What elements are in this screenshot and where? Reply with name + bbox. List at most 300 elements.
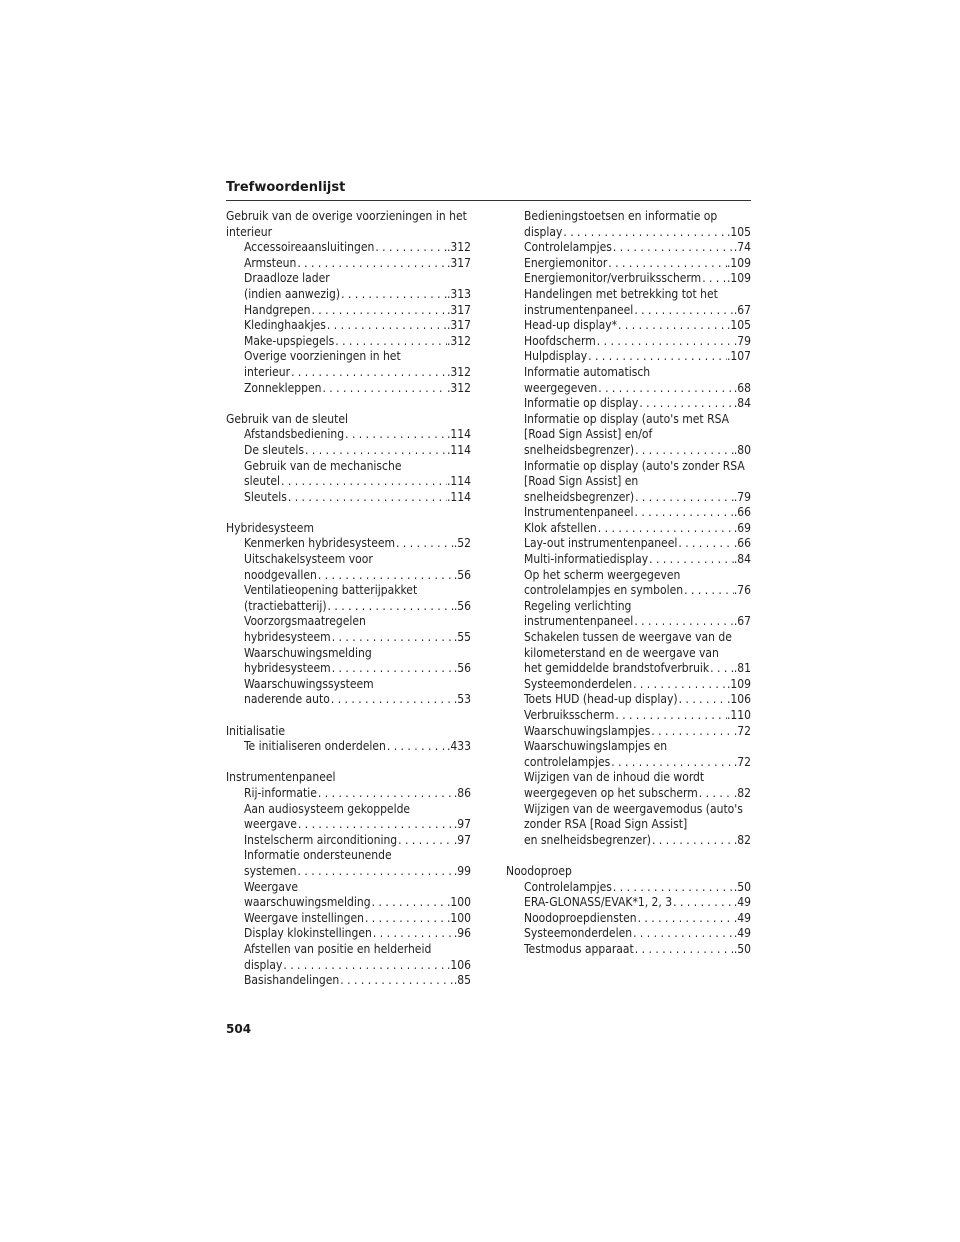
index-entry-line [244, 911, 471, 927]
index-entry-label: naderende auto [244, 692, 330, 707]
index-entry [506, 412, 751, 459]
dot-leader [587, 349, 727, 365]
index-entry-line [524, 521, 751, 537]
index-entry-page: .114 [446, 489, 471, 504]
index-entry [226, 833, 471, 849]
index-entry-line [524, 880, 751, 896]
index-entry [506, 739, 751, 770]
index-entry-label: Toets HUD (head-up display) [524, 692, 678, 707]
dot-leader [651, 833, 734, 849]
index-entry-page: .433 [446, 739, 471, 754]
dot-leader [638, 396, 734, 412]
index-entry-label: Zonnekleppen [244, 380, 322, 395]
dot-leader [709, 661, 734, 677]
index-entry-line [524, 505, 751, 521]
index-entry-heading: Uitschakelsysteem voor [244, 552, 373, 567]
index-entry-heading: Waarschuwingsmelding [244, 645, 372, 660]
index-entry-line [524, 349, 751, 365]
index-entry-label: Instelscherm airconditioning [244, 832, 398, 847]
index-entry-line [244, 973, 471, 989]
index-entry-label: Hulpdisplay [524, 349, 588, 364]
index-entry-label: Sleutels [244, 489, 287, 504]
index-entry-page: .114 [446, 442, 471, 457]
index-entry-label: interieur [244, 364, 291, 379]
index-entry-heading: Waarschuwingssysteem [244, 676, 374, 691]
index-entry [506, 505, 751, 521]
dot-leader [340, 287, 447, 303]
index-entry-page: .86 [453, 785, 471, 800]
index-group-title: Initialisatie [226, 723, 285, 738]
index-entry-page: .55 [453, 630, 471, 645]
index-entry [506, 334, 751, 350]
index-entry-page: .50 [733, 879, 751, 894]
index-entry-line [244, 474, 471, 490]
index-entry-line [244, 568, 471, 584]
index-entry-page: .110 [726, 708, 751, 722]
index-entry-page: .313 [446, 286, 471, 301]
index-entry-line [244, 303, 471, 319]
index-entry-label: Instrumentenpaneel [524, 505, 634, 520]
index-entry-label: Energiemonitor [524, 255, 608, 270]
dot-leader [634, 942, 734, 958]
dot-leader [321, 381, 447, 397]
index-entry-line [524, 833, 751, 849]
index-entry-line [244, 661, 471, 677]
index-entry-label: Hoofdscherm [524, 333, 596, 348]
index-entry-page: .312 [446, 333, 471, 348]
index-entry-line [524, 895, 751, 911]
index-entry [226, 583, 471, 614]
index-entry-label: instrumentenpaneel [524, 614, 634, 629]
index-entry [506, 349, 751, 365]
index-entry-page: .82 [733, 832, 751, 847]
index-entry-label: Lay-out instrumentenpaneel [524, 536, 678, 551]
index-entry-page: .81 [733, 661, 751, 676]
dot-leader [677, 536, 733, 552]
index-entry [226, 271, 471, 302]
index-entry-heading: Informatie automatisch [524, 364, 651, 379]
index-entry [506, 770, 751, 801]
index-entry-page: .109 [726, 255, 751, 270]
dot-leader [698, 786, 734, 802]
index-entry [506, 396, 751, 412]
index-entry-line [524, 661, 751, 677]
index-entry-line [244, 381, 471, 397]
index-entry [506, 599, 751, 630]
dot-leader [371, 895, 447, 911]
index-entry [506, 271, 751, 287]
index-entry-label: Rij-informatie [244, 785, 317, 800]
index-entry-line [244, 692, 471, 708]
index-entry [506, 536, 751, 552]
page-title: Trefwoordenlijst [226, 180, 346, 195]
index-entry-line [244, 833, 471, 849]
index-entry-line [244, 926, 471, 942]
dot-leader [612, 880, 734, 896]
dot-leader [304, 443, 447, 459]
index-entry-label: Waarschuwingslampjes [524, 723, 651, 738]
index-entry-line [244, 334, 471, 350]
dot-leader [317, 786, 454, 802]
index-entry-label: Noodoproepdiensten [524, 910, 637, 925]
index-entry-page: .105 [726, 318, 751, 333]
index-entry-label: Kenmerken hybridesysteem [244, 536, 396, 551]
index-entry-heading: Handelingen met betrekking tot het [524, 286, 718, 301]
index-entry [226, 303, 471, 319]
index-entry-heading: Schakelen tussen de weergave van de kilometerstand en de weergave van [524, 630, 732, 660]
index-entry-line [244, 786, 471, 802]
dot-leader [287, 490, 447, 506]
index-entry-label: het gemiddelde brandstofverbruik [524, 661, 710, 676]
index-entry-label: snelheidsbegrenzer) [524, 489, 635, 504]
index-entry [226, 786, 471, 802]
index-entry-line [524, 583, 751, 599]
index-entry-label: Basishandelingen [244, 973, 340, 988]
index-entry-label: Kledinghaakjes [244, 318, 326, 333]
index-entry-line [244, 287, 471, 303]
dot-leader [562, 225, 727, 241]
index-entry-label: controlelampjes en symbolen [524, 583, 684, 598]
dot-leader [317, 568, 454, 584]
index-entry-heading: Weergave [244, 879, 298, 894]
dot-leader [632, 677, 727, 693]
index-entry [506, 365, 751, 396]
index-entry-line [524, 926, 751, 942]
dot-leader [334, 334, 447, 350]
index-entry-label: De sleutels [244, 442, 304, 457]
index-entry [226, 443, 471, 459]
index-entry-heading: Ventilatieopening batterijpakket [244, 583, 418, 598]
index-entry-heading: Informatie op display (auto's met RSA [Road Sign Assist] en/of [524, 411, 730, 442]
index-entry [226, 536, 471, 552]
index-entry [226, 848, 471, 879]
index-entry-page: .96 [453, 926, 471, 941]
index-entry [506, 521, 751, 537]
index-entry-line [524, 536, 751, 552]
index-entry [226, 677, 471, 708]
index-entry-page: .109 [726, 271, 751, 286]
index-entry-label: Klok afstellen [524, 520, 597, 535]
index-entry-page: .84 [733, 396, 751, 411]
index-entry [226, 240, 471, 256]
index-entry-line [524, 443, 751, 459]
index-entry-label: Weergave instellingen [244, 910, 364, 925]
index-entry [226, 942, 471, 973]
index-entry-line [524, 942, 751, 958]
index-entry [226, 349, 471, 380]
dot-leader [617, 318, 727, 334]
dot-leader [280, 474, 447, 490]
index-entry-page: .100 [446, 895, 471, 910]
index-entry [506, 568, 751, 599]
index-entry [506, 708, 751, 724]
index-entry-page: .85 [453, 973, 471, 988]
index-entry-label: snelheidsbegrenzer) [524, 442, 635, 457]
index-group [226, 724, 471, 755]
index-entry-heading: Overige voorzieningen in het [244, 349, 401, 364]
index-entry [506, 209, 751, 240]
index-entry-page: .107 [726, 349, 751, 364]
index-group-title: Gebruik van de overige voorzieningen in het interieur [226, 209, 467, 239]
index-entry-page: .106 [726, 692, 751, 707]
index-entry-line [524, 708, 751, 724]
index-entry-line [524, 677, 751, 693]
index-entry [506, 630, 751, 677]
index-entry-label: weergegeven [524, 380, 598, 395]
index-entry-page: .317 [446, 302, 471, 317]
index-entry-page: .97 [453, 817, 471, 832]
dot-leader [610, 755, 734, 771]
dot-leader [634, 505, 734, 521]
index-entry-line [244, 536, 471, 552]
dot-leader [607, 256, 727, 272]
index-entry-line [524, 271, 751, 287]
index-entry-line [524, 240, 751, 256]
index-entry-line [524, 334, 751, 350]
index-entry-label: hybridesysteem [244, 630, 331, 645]
index-entry-page: .50 [733, 941, 751, 956]
index-entry-heading: Informatie op display (auto's zonder RSA [Road Sign Assist] en [524, 458, 745, 489]
dot-leader [297, 817, 454, 833]
index-entry-label: controlelampjes [524, 754, 611, 769]
index-entry-page: .49 [733, 895, 751, 910]
index-entry-page: .56 [453, 598, 471, 613]
dot-leader [395, 536, 454, 552]
index-entry-line [524, 396, 751, 412]
index-entry-page: .80 [733, 442, 751, 457]
index-entry-page: .69 [733, 520, 751, 535]
index-entry-line [524, 225, 751, 241]
index-entry-page: .82 [733, 785, 751, 800]
index-entry-label: Armsteun [244, 255, 297, 270]
index-entry [506, 895, 751, 911]
dot-leader [634, 443, 734, 459]
index-entry-line [244, 240, 471, 256]
dot-leader [296, 256, 447, 272]
index-entry [226, 739, 471, 755]
index-entry [226, 614, 471, 645]
index-entry-line [524, 786, 751, 802]
dot-leader [633, 303, 734, 319]
index-entry [506, 256, 751, 272]
index-entry-page: .56 [453, 661, 471, 676]
dot-leader [634, 490, 734, 506]
dot-leader [386, 739, 447, 755]
index-entry-label: Head-up display* [524, 318, 617, 333]
dot-leader [597, 381, 734, 397]
index-entry-label: Systeemonderdelen [524, 926, 633, 941]
index-entry-label: Testmodus apparaat [524, 941, 634, 956]
index-entry-page: .66 [733, 536, 751, 551]
index-entry-line [524, 692, 751, 708]
index-entry [226, 490, 471, 506]
index-entry-page: .79 [733, 333, 751, 348]
index-group [226, 521, 471, 708]
dot-leader [612, 240, 734, 256]
index-entry-page: .312 [446, 364, 471, 379]
dot-leader [326, 318, 447, 334]
index-entry-label: Verbruiksscherm [524, 708, 615, 722]
index-entry-label: systemen [244, 863, 297, 878]
dot-leader [678, 692, 727, 708]
index-entry-line [244, 256, 471, 272]
index-entry-label: noodgevallen [244, 567, 317, 582]
index-entry-page: .317 [446, 255, 471, 270]
index-entry-label: hybridesysteem [244, 661, 331, 676]
index-entry-label: Afstandsbediening [244, 427, 345, 442]
dot-leader [310, 303, 447, 319]
index-entry-heading: Afstellen van positie en helderheid [244, 941, 432, 956]
index-entry-page: .53 [453, 692, 471, 707]
index-entry-label: Display klokinstellingen [244, 926, 372, 941]
index-entry [226, 256, 471, 272]
index-entry [226, 318, 471, 334]
index-group-title: Noodoproep [506, 863, 572, 878]
index-entry-line [524, 552, 751, 568]
index-column-left [226, 209, 471, 1004]
index-entry [226, 926, 471, 942]
index-entry-page: .72 [733, 754, 751, 769]
dot-leader [330, 692, 454, 708]
index-entry-line [244, 427, 471, 443]
dot-leader [339, 973, 454, 989]
index-entry [506, 926, 751, 942]
index-entry-page: .109 [726, 676, 751, 691]
index-entry-line [244, 599, 471, 615]
index-entry-line [244, 443, 471, 459]
index-entry-label: Te initialiseren onderdelen [244, 739, 386, 754]
index-entry-heading: Informatie ondersteunende [244, 848, 392, 863]
index-entry-page: .114 [446, 427, 471, 442]
dot-leader [374, 240, 447, 256]
index-entry-label: sleutel [244, 474, 280, 489]
dot-leader [614, 708, 727, 724]
index-entry-page: .67 [733, 302, 751, 317]
index-entry-label: Energiemonitor/verbruiksscherm [524, 271, 702, 286]
index-entry-heading: Aan audiosysteem gekoppelde [244, 801, 411, 816]
index-group [226, 770, 471, 988]
index-entry-line [244, 895, 471, 911]
dot-leader [672, 895, 734, 911]
index-entry-page: .79 [733, 489, 751, 504]
index-entry [226, 973, 471, 989]
dot-leader [633, 614, 734, 630]
index-entry-page: .84 [733, 552, 751, 567]
index-entry-label: waarschuwingsmelding [244, 895, 371, 910]
index-entry [226, 646, 471, 677]
index-entry-page: .72 [733, 723, 751, 738]
index-entry [506, 880, 751, 896]
dot-leader [372, 926, 454, 942]
dot-leader [683, 583, 734, 599]
index-entry-label: weergave [244, 817, 297, 832]
index-entry-label: (tractiebatterij) [244, 598, 327, 613]
index-entry-label: Make-upspiegels [244, 333, 335, 348]
index-entry-label: instrumentenpaneel [524, 302, 634, 317]
dot-leader [701, 271, 727, 287]
index-group-title: Instrumentenpaneel [226, 770, 336, 785]
dot-leader [290, 365, 447, 381]
index-entry-line [244, 318, 471, 334]
index-entry [226, 880, 471, 911]
index-entry-heading: Voorzorgsmaatregelen [244, 614, 366, 629]
dot-leader [397, 833, 454, 849]
index-entry [226, 381, 471, 397]
index-entry-line [524, 755, 751, 771]
dot-leader [364, 911, 447, 927]
index-entry [506, 692, 751, 708]
dot-leader [632, 926, 734, 942]
index-entry [506, 942, 751, 958]
index-group [226, 412, 471, 506]
index-group-title: Gebruik van de sleutel [226, 411, 349, 426]
index-entry-page: .76 [733, 583, 751, 598]
index-entry [226, 552, 471, 583]
index-entry-page: .74 [733, 240, 751, 255]
index-group [226, 209, 471, 396]
index-entry [506, 724, 751, 740]
index-entry-line [244, 817, 471, 833]
index-entry-page: .97 [453, 832, 471, 847]
index-entry-heading: Wijzigen van de inhoud die wordt [524, 770, 705, 785]
index-entry [226, 911, 471, 927]
index-entry-line [524, 381, 751, 397]
dot-leader [650, 724, 734, 740]
index-entry-heading: Bedieningstoetsen en informatie op [524, 209, 718, 223]
index-entry-page: .114 [446, 474, 471, 489]
index-entry-line [244, 365, 471, 381]
index-entry-page: .49 [733, 926, 751, 941]
dot-leader [331, 661, 454, 677]
index-entry-page: .105 [726, 224, 751, 239]
index-entry [506, 677, 751, 693]
dot-leader [637, 911, 734, 927]
index-entry-label: Systeemonderdelen [524, 676, 633, 691]
index-entry-line [244, 739, 471, 755]
index-entry-line [524, 256, 751, 272]
index-entry [226, 802, 471, 833]
index-entry [506, 240, 751, 256]
index-entry [506, 552, 751, 568]
index-entry-page: .67 [733, 614, 751, 629]
index-entry-page: .56 [453, 567, 471, 582]
index-entry [226, 334, 471, 350]
index-entry-label: Controlelampjes [524, 879, 612, 894]
index-entry-line [524, 911, 751, 927]
index-entry-label: Handgrepen [244, 302, 311, 317]
index-entry-line [524, 303, 751, 319]
index-entry [226, 427, 471, 443]
index-entry-heading: Draadloze lader [244, 271, 330, 286]
index-entry-line [524, 724, 751, 740]
index-entry-page: .106 [446, 957, 471, 972]
index-entry-line [244, 864, 471, 880]
index-entry-page: .100 [446, 910, 471, 925]
dot-leader [648, 552, 734, 568]
index-entry-line [524, 490, 751, 506]
index-entry [226, 459, 471, 490]
index-entry-page: .312 [446, 240, 471, 255]
index-column-right [506, 209, 751, 973]
index-entry-line [524, 614, 751, 630]
index-entry-label: Accessoireaansluitingen [244, 240, 375, 255]
index-entry-page: .312 [446, 380, 471, 395]
index-entry [506, 287, 751, 318]
page-header [226, 178, 751, 201]
index-entry [506, 318, 751, 334]
index-entry-label: Multi-informatiedisplay [524, 552, 649, 567]
index-entry-page: .68 [733, 380, 751, 395]
